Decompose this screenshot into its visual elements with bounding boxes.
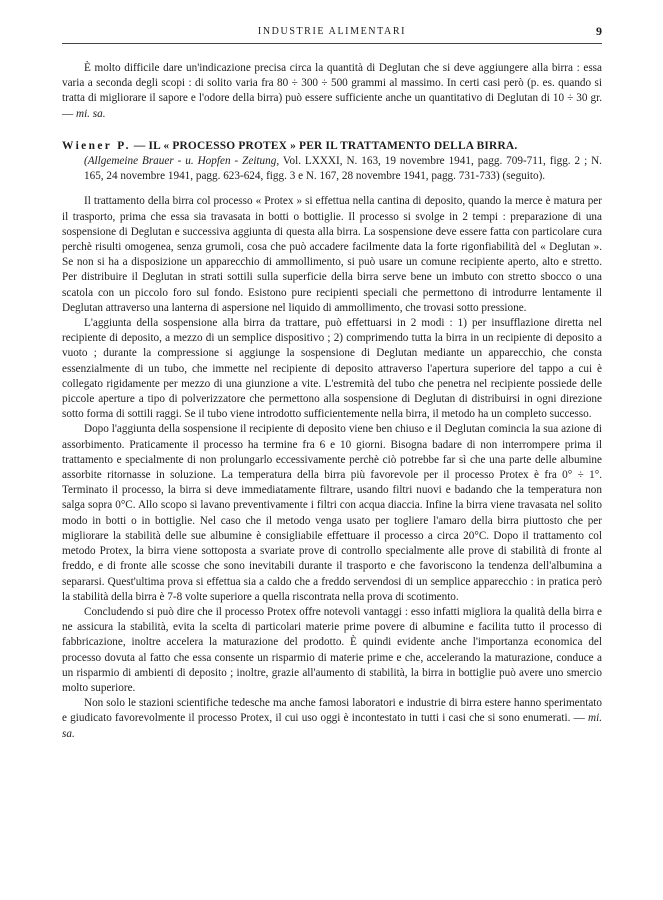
article-heading: [62, 139, 602, 185]
running-header: [62, 22, 602, 46]
article-paragraph: Concludendo si può dire che il processo Protex offre notevoli vantaggi : esso infatti migliora la qualità della birra e ne assicura la stabilità, evita la scelta di particolari materie prime povere di albumine e facilita tutto il processo di fabbricazione, inoltre accelera la maturazione del prodotto. È quindi evidente anche l'importanza economica del processo dovuta al fatto che essa consente un risparmio di materie prime e che, accelerando la maturazione, conduce a un risparmio di ambienti di deposito ; inoltre, grazie all'aumento di stabilità, la birra in bottiglie può avere uno smercio molto superiore.: [62, 605, 602, 694]
journal-title: INDUSTRIE ALIMENTARI: [257, 26, 407, 37]
title-separator: —: [130, 139, 149, 152]
page-number: 9: [596, 24, 602, 38]
article-paragraph: Dopo l'aggiunta della sospensione il recipiente di deposito viene ben chiuso e il Deglutan comincia la sua azione di assorbimento. Praticamente il processo ha termine fra 6 e 10 giorni. Bisogna badare di non interrompere prima il trattamento e specialmente di non prolungarlo eccessivamente perchè ciò potrebbe far sì che una parte delle albumine assorbite ritornasse in soluzione. La temperatura della birra più favorevole per il processo Protex è fra 0° ÷ 1°. Terminato il processo, la birra si deve immediatamente filtrare, usando filtri nuovi e badando che la temperatura non salga sopra 0°C. Allo scopo si lavano preventivamente i filtri con acqua diaccia. Infine la birra viene travasata nel solito modo in botti o in bottiglie. Nel caso che il metodo venga usato per togliere l'amaro della birra piuttosto che per migliorare la stabilità delle sue albumine è consigliabile effettuare il processo a circa 20°C. Dopo il trattamento col metodo Protex, la birra viene sottoposta a svariate prove di controllo specialmente alle prove di stabilità di fronte al freddo, e di fronte alle scosse che sono inevitabili durante il trasporto e che favoriscono la tendenza dell'albumina a separarsi. Quest'ultima prova si effettua sia a caldo che a freddo servendosi di un semplice apparecchio : in pratica però la stabilità della birra è 7-8 volte superiore a quella riscontrata nella prova di scotimento.: [62, 423, 602, 603]
article-citation-detail: Vol. LXXXI, N. 163, 19 novembre 1941, pagg. 709-711, figg. 2 ; N. 165, 24 novembre 1941, pagg. 623-624, figg. 3 e N. 167, 28 novembre 1941, pagg. 731-733) (seguito).: [84, 155, 602, 183]
article-source: (Allgemeine Brauer - u. Hopfen - Zeitung,: [84, 155, 280, 168]
article-citation: [62, 154, 602, 184]
closing-paragraph: [62, 696, 602, 742]
closing-text: Non solo le stazioni scientifiche tedesche ma anche famosi laboratori e industrie di birra estere hanno sperimentato e giudicato favorevolmente il processo Protex, il cui uso oggi è incontestato in tutti i casi che si sono enumerati. —: [62, 697, 602, 725]
intro-text: È molto difficile dare un'indicazione precisa circa la quantità di Deglutan che si deve aggiungere alla birra : essa varia a seconda degli scopi : di solito varia fra 80 ÷ 300 ÷ 500 grammi al massimo. In certi casi però (p. es. quando si tratta di migliorare il sapore e l'odore della birra) può essere sufficiente anche un quantitativo di Deglutan di 10 ÷ 30 gr. —: [62, 62, 602, 120]
article-title-line: [62, 139, 602, 154]
intro-paragraph: [62, 61, 602, 122]
closing-signature: mi. sa.: [62, 712, 602, 740]
article-paragraph: Il trattamento della birra col processo « Protex » si effettua nella cantina di deposito, quando la merce è matura per il trasporto, prima che essa sia travasata in botti o bottiglie. Il processo si svolge in 2 tempi : preparazione di una sospensione di Deglutan e successiva aggiunta di questa alla birra. La sospensione deve essere fatta con particolare cura perchè risulti omogenea, senza grumoli, cosa che può accadere facilmente data la forte rigonfiabilità del « Deglutan ». Se non si ha a disposizione un apparecchio di ammollimento, si può usare un comune recipiente aperto, alto e stretto. Per distribuire il Deglutan in strati sottili sulla superficie della birra serve bene un imbuto con stretto sbocco o una scatola con un piccolo foro sul fondo. Esistono pure recipienti speciali che permettono di introdurre lentamente il Deglutan attraverso una lanterna di aspersione nel liquido di ammollimento, che trovasi sotto pressione.: [62, 195, 602, 314]
header-rule: [62, 43, 602, 44]
page-body: [62, 61, 602, 742]
article-paragraph: L'aggiunta della sospensione alla birra da trattare, può effettuarsi in 2 modi : 1) per insufflazione diretta nel recipiente di deposito, a mezzo di un semplice dispositivo ; 2) comprimendo tutta la birra in un recipiente di deposito a vuoto ; durante la compressione si aggiunge la sospensione di Deglutan mediante un apparecchio, che consta essenzialmente di un tubo, che immette nel recipiente di deposito attraverso l'apertura superiore del tappo a cui è collegato rigidamente per mezzo di una giunzione a vite. L'estremità del tubo che penetra nel recipiente possiede delle piccole aperture a tipo di polverizzatore che permettono alla sospensione di Deglutan di distribuirsi in ogni direzione sotto forma di sottili raggi. Se il tubo viene introdotto sufficientemente nella birra, il metodo ha un completo successo.: [62, 317, 602, 421]
article-author: Wiener P.: [62, 139, 131, 152]
article-title: IL « PROCESSO PROTEX » PER IL TRATTAMENTO DELLA BIRRA.: [148, 139, 518, 152]
intro-signature: mi. sa.: [75, 107, 106, 120]
